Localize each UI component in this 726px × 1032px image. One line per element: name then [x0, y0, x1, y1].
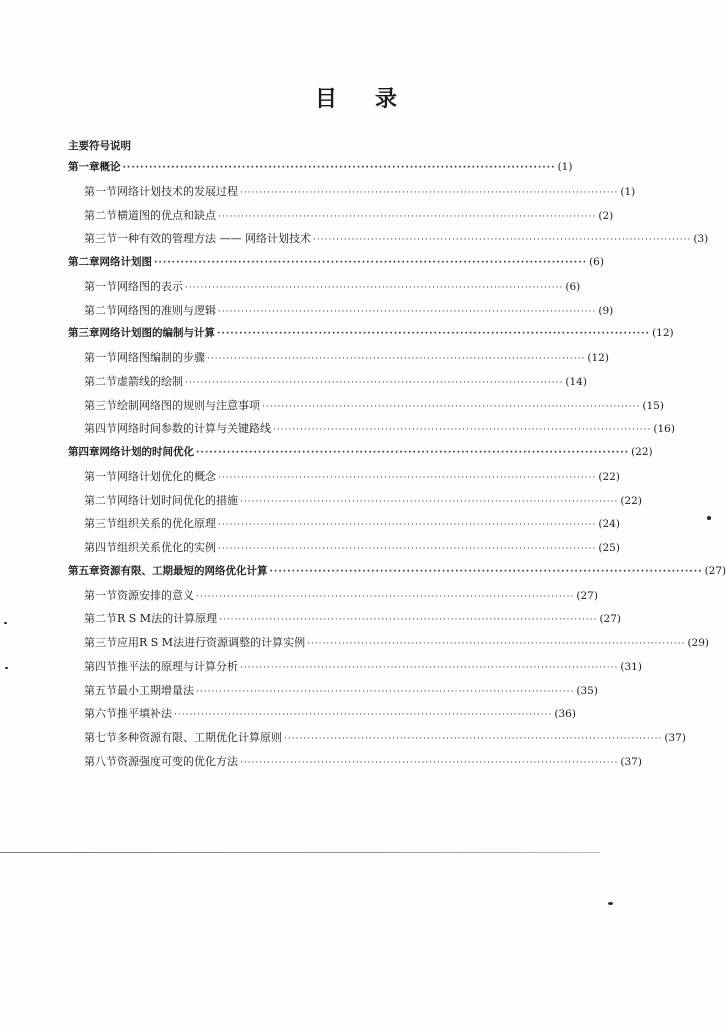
dot-leader: ·································································································· — [284, 734, 663, 744]
toc-section-entry — [84, 682, 598, 698]
section-title: R S M法的计算原理 — [117, 612, 218, 625]
page-number: (24) — [598, 518, 620, 530]
page-number: (22) — [598, 471, 620, 483]
section-title: 横道图的优点和缺点 — [117, 209, 216, 222]
page-number: (1) — [557, 161, 573, 173]
toc-section-entry — [84, 515, 620, 531]
page-number: (12) — [652, 327, 674, 339]
dot-leader: ·································································································· — [218, 307, 597, 317]
section-title: 组织关系优化的实例 — [117, 541, 216, 554]
dot-leader: ·································································································· — [313, 235, 692, 245]
section-number: 第二节 — [84, 612, 117, 625]
dot-leader: ·································································································· — [196, 448, 630, 458]
toc-section-entry — [84, 183, 636, 199]
section-title: 推平填补法 — [117, 707, 172, 720]
title-char-2: 录 — [375, 87, 400, 112]
section-number: 第三节 — [84, 399, 117, 412]
dot-leader: ·································································································· — [240, 663, 619, 673]
section-number: 第一节 — [84, 589, 117, 602]
section-title: 一种有效的管理方法 —— 网络计划技术 — [117, 232, 311, 245]
toc-chapter-entry — [68, 254, 604, 270]
page-number: (9) — [598, 305, 614, 317]
page-number: (1) — [620, 186, 636, 198]
toc-section-entry — [84, 278, 581, 294]
section-title: 最小工期增量法 — [117, 684, 194, 697]
section-number: 第一节 — [84, 185, 117, 198]
section-title: 组织关系的优化原理 — [117, 517, 216, 530]
section-title: 网络时间参数的计算与关键路线 — [117, 422, 271, 435]
dot-leader: ·································································································· — [218, 212, 597, 222]
bottom-rule — [0, 852, 600, 853]
chapter-number: 第一章 — [68, 161, 100, 173]
dot-leader: ·································································································· — [240, 497, 619, 507]
chapter-title: 概论 — [99, 161, 121, 173]
section-title: 网络计划技术的发展过程 — [117, 185, 238, 198]
section-title: 网络计划优化的概念 — [117, 470, 216, 483]
chapter-number: 第五章 — [68, 565, 100, 577]
dot-leader: ·································································································· — [122, 163, 556, 173]
page-number: (14) — [565, 376, 587, 388]
scan-speck — [707, 516, 711, 520]
title-char-1: 目 — [314, 87, 339, 112]
dot-leader: ·································································································· — [185, 378, 564, 388]
toc-section-entry — [84, 539, 620, 555]
toc-section-entry — [84, 302, 614, 318]
toc-section-entry — [84, 705, 576, 721]
toc-section-entry — [84, 468, 620, 484]
page-number: (15) — [642, 400, 664, 412]
dot-leader: ·································································································· — [218, 520, 597, 530]
page-number: (27) — [704, 565, 726, 577]
section-number: 第一节 — [84, 351, 117, 364]
section-number: 第二节 — [84, 494, 117, 507]
toc-section-entry — [84, 587, 598, 603]
dot-leader: ·································································································· — [240, 758, 619, 768]
toc-section-entry — [84, 230, 709, 246]
dot-leader: ·································································································· — [262, 402, 641, 412]
section-title: 多种资源有限、工期优化计算原则 — [117, 731, 282, 744]
section-number: 第三节 — [84, 636, 117, 649]
dot-leader: ·································································································· — [269, 567, 703, 577]
section-number: 第六节 — [84, 707, 117, 720]
page-number: (2) — [598, 210, 614, 222]
toc-section-entry — [84, 207, 614, 223]
symbols-heading: 主要符号说明 — [68, 140, 131, 152]
section-number: 第五节 — [84, 684, 117, 697]
toc-chapter-entry — [68, 159, 573, 175]
dot-leader: ·································································································· — [219, 615, 598, 625]
toc-chapter-entry — [68, 563, 726, 579]
section-number: 第二节 — [84, 209, 117, 222]
section-title: 虚箭线的绘制 — [117, 375, 183, 388]
page-number: (31) — [620, 661, 642, 673]
page-number: (35) — [576, 685, 598, 697]
dot-leader: ·································································································· — [174, 710, 553, 720]
section-number: 第三节 — [84, 517, 117, 530]
toc-section-entry — [84, 658, 642, 674]
section-title: 应用R S M法进行资源调整的计算实例 — [117, 636, 306, 649]
toc-section-entry — [84, 373, 587, 389]
chapter-title: 网络计划图 — [99, 256, 152, 268]
page-number: (22) — [620, 495, 642, 507]
section-number: 第四节 — [84, 422, 117, 435]
toc-section-entry — [84, 420, 675, 436]
dot-leader: ·································································································· — [307, 639, 686, 649]
chapter-number: 第二章 — [68, 256, 100, 268]
section-number: 第八节 — [84, 755, 117, 768]
section-number: 第一节 — [84, 280, 117, 293]
dot-leader: ·································································································· — [240, 188, 619, 198]
toc-section-entry — [84, 610, 622, 626]
dot-leader: ·································································································· — [185, 283, 564, 293]
section-title: 推平法的原理与计算分析 — [117, 660, 238, 673]
toc-section-entry — [84, 397, 664, 413]
section-title: 网络图的表示 — [117, 280, 183, 293]
dot-leader: ·································································································· — [273, 425, 652, 435]
section-title: 网络计划时间优化的措施 — [117, 494, 238, 507]
toc-section-entry — [84, 634, 710, 650]
page-number: (16) — [653, 423, 675, 435]
toc-chapter-entry — [68, 325, 674, 341]
toc-chapter-entry — [68, 444, 653, 460]
page-title — [0, 82, 714, 113]
toc-section-entry — [84, 729, 686, 745]
chapter-number: 第三章 — [68, 327, 100, 339]
section-number: 第三节 — [84, 232, 117, 245]
section-number: 第二节 — [84, 304, 117, 317]
dot-leader: ·································································································· — [218, 544, 597, 554]
page-number: (6) — [589, 256, 604, 268]
dot-leader: ·································································································· — [196, 687, 575, 697]
dot-leader: ·································································································· — [207, 354, 586, 364]
page-number: (22) — [631, 446, 653, 458]
dot-leader: ·································································································· — [196, 592, 575, 602]
toc-section-entry — [84, 492, 642, 508]
page-number: (29) — [687, 637, 710, 649]
chapter-title: 资源有限、工期最短的网络优化计算 — [99, 565, 268, 577]
page-number: (12) — [587, 352, 609, 364]
section-number: 第四节 — [84, 660, 117, 673]
section-title: 绘制网络图的规则与注意事项 — [117, 399, 260, 412]
page-number: (25) — [598, 542, 620, 554]
page-number: (27) — [599, 613, 622, 625]
section-number: 第四节 — [84, 541, 117, 554]
page-number: (6) — [565, 281, 581, 293]
scan-speck — [608, 902, 613, 905]
section-title: 资源安排的意义 — [117, 589, 194, 602]
chapter-title: 网络计划图的编制与计算 — [99, 327, 215, 339]
page-number: (37) — [620, 756, 642, 768]
page-number: (37) — [664, 732, 686, 744]
chapter-title: 网络计划的时间优化 — [99, 446, 194, 458]
scan-speck — [5, 667, 8, 669]
dot-leader: ·································································································· — [154, 258, 588, 268]
section-number: 第七节 — [84, 731, 117, 744]
section-title: 网络图的准则与逻辑 — [117, 304, 216, 317]
scan-speck — [4, 622, 7, 624]
toc-section-entry — [84, 753, 642, 769]
page-number: (27) — [576, 590, 598, 602]
page-number: (36) — [554, 708, 576, 720]
section-number: 第二节 — [84, 375, 117, 388]
toc-section-entry — [84, 349, 609, 365]
dot-leader: ·································································································· — [217, 329, 651, 339]
chapter-number: 第四章 — [68, 446, 100, 458]
dot-leader: ·································································································· — [218, 473, 597, 483]
section-title: 资源强度可变的优化方法 — [117, 755, 238, 768]
page-number: (3) — [693, 233, 709, 245]
section-number: 第一节 — [84, 470, 117, 483]
section-title: 网络图编制的步骤 — [117, 351, 205, 364]
